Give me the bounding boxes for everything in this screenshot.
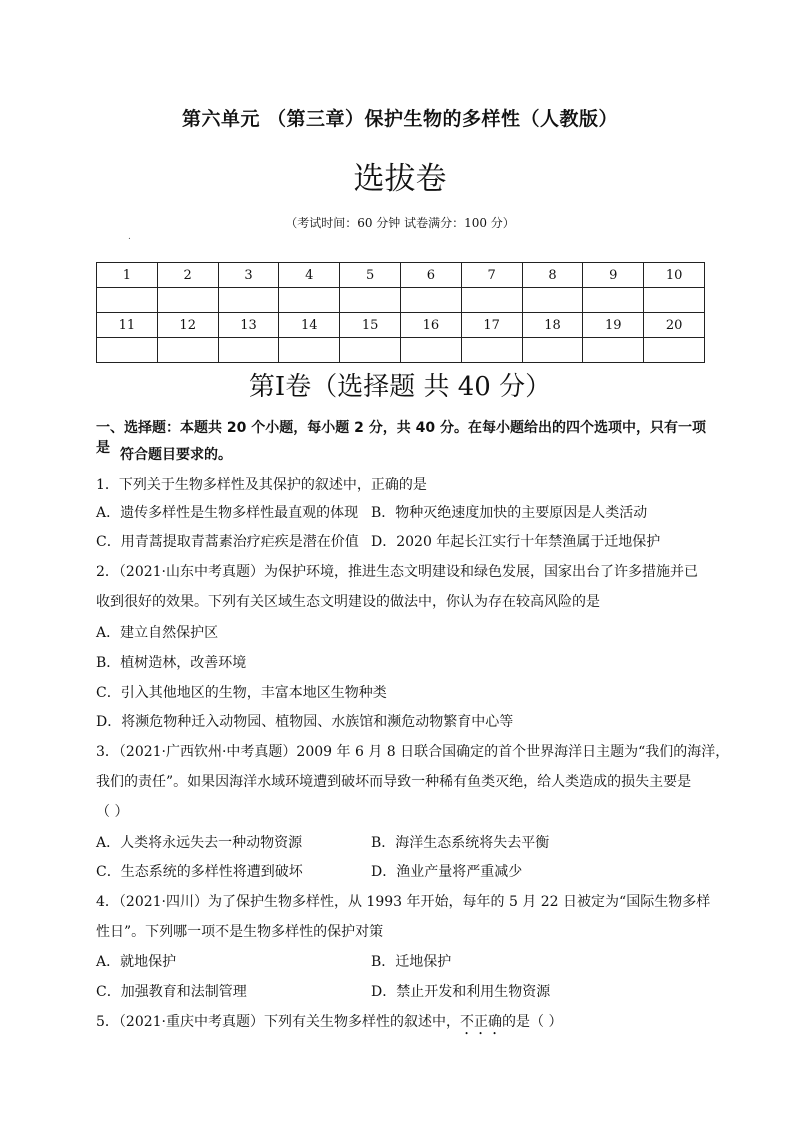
answer-cell[interactable] (218, 338, 279, 363)
answer-cell[interactable] (157, 288, 218, 313)
answer-cell[interactable] (583, 338, 644, 363)
question-1-option-c: C．用青蒿提取青蒿素治疗疟疾是潜在价值 (96, 534, 359, 550)
exam-info: （考试时间：60 分钟 试卷满分：100 分） (285, 216, 515, 230)
question-1-option-a: A．遗传多样性是生物多样性最直观的体现 (96, 505, 359, 521)
question-3-stem: 3．（2021·广西钦州·中考真题）2009 年 6 月 8 日联合国确定的首个世界海洋日主题为“我们的海洋， (96, 744, 730, 760)
question-3-option-b: B．海洋生态系统将失去平衡 (371, 835, 550, 851)
answer-table-blank-row (97, 288, 705, 313)
question-number-cell: 10 (644, 263, 705, 288)
question-3-option-a: A．人类将永远失去一种动物资源 (96, 835, 303, 851)
question-number-cell: 6 (400, 263, 461, 288)
question-2-option-d: D．将濒危物种迁入动物园、植物园、水族馆和濒危动物繁育中心等 (96, 714, 514, 730)
answer-table-blank-row (97, 338, 705, 363)
question-number-cell: 5 (340, 263, 401, 288)
question-2-option-b: B．植树造林，改善环境 (96, 655, 247, 671)
question-number-cell: 1 (97, 263, 158, 288)
question-1-option-b: B．物种灭绝速度加快的主要原因是人类活动 (371, 505, 648, 521)
question-5-stem (96, 1011, 562, 1038)
section-instruction: 一、选择题：本题共 20 个小题，每小题 2 分，共 40 分。在每小题给出的四个选项中，只有一项是 (96, 420, 706, 456)
answer-cell[interactable] (400, 288, 461, 313)
answer-cell[interactable] (340, 288, 401, 313)
question-number-cell: 11 (97, 313, 158, 338)
question-number-cell: 17 (461, 313, 522, 338)
answer-cell[interactable] (400, 338, 461, 363)
answer-table-header-row (97, 263, 705, 288)
question-3-stem-blank: （ ） (96, 804, 129, 820)
section-title: 第Ⅰ卷（选择题 共 40 分） (248, 372, 552, 402)
question-2-option-a: A．建立自然保护区 (96, 625, 219, 641)
paper-title: 第六单元 （第三章）保护生物的多样性（人教版） (181, 108, 619, 130)
question-4-stem-cont: 性日”。下列哪一项不是生物多样性的保护对策 (96, 924, 384, 940)
question-number-cell: 9 (583, 263, 644, 288)
question-number-cell: 8 (522, 263, 583, 288)
answer-table (96, 262, 705, 363)
question-5-stem-prefix: 5．（2021·重庆中考真题）下列有关生物多样性的叙述中， (96, 1014, 460, 1030)
answer-cell[interactable] (340, 338, 401, 363)
answer-cell[interactable] (644, 288, 705, 313)
question-3-option-d: D．渔业产量将严重减少 (371, 864, 523, 880)
question-number-cell: 15 (340, 313, 401, 338)
question-number-cell: 12 (157, 313, 218, 338)
answer-cell[interactable] (644, 338, 705, 363)
question-4-option-c: C．加强教育和法制管理 (96, 984, 247, 1000)
question-number-cell: 20 (644, 313, 705, 338)
answer-cell[interactable] (279, 338, 340, 363)
question-1-option-d: D．2020 年起长江实行十年禁渔属于迁地保护 (371, 534, 661, 550)
question-number-cell: 4 (279, 263, 340, 288)
question-2-stem: 2．（2021·山东中考真题）为保护环境，推进生态文明建设和绿色发展，国家出台了许多措施并已 (96, 564, 698, 580)
question-3-stem-cont: 我们的责任”。如果因海洋水域环境遭到破坏而导致一种稀有鱼类灭绝，给人类造成的损失主要是 (96, 774, 692, 790)
answer-cell[interactable] (218, 288, 279, 313)
answer-table-header-row (97, 313, 705, 338)
question-5-stem-suffix: 的是（ ） (502, 1014, 563, 1030)
answer-cell[interactable] (461, 288, 522, 313)
question-1-stem: 1．下列关于生物多样性及其保护的叙述中，正确的是 (96, 477, 427, 493)
question-number-cell: 13 (218, 313, 279, 338)
stray-mark: . (128, 232, 131, 242)
answer-cell[interactable] (583, 288, 644, 313)
question-number-cell: 16 (400, 313, 461, 338)
question-number-cell: 2 (157, 263, 218, 288)
question-2-stem-cont: 收到很好的效果。下列有关区域生态文明建设的做法中，你认为存在较高风险的是 (96, 594, 600, 610)
question-number-cell: 14 (279, 313, 340, 338)
question-number-cell: 19 (583, 313, 644, 338)
answer-cell[interactable] (522, 288, 583, 313)
paper-subtitle: 选拔卷 (353, 161, 447, 197)
question-5-emphasis: 不正确 (460, 1014, 502, 1030)
question-number-cell: 18 (522, 313, 583, 338)
answer-cell[interactable] (522, 338, 583, 363)
answer-cell[interactable] (279, 288, 340, 313)
answer-cell[interactable] (157, 338, 218, 363)
question-number-cell: 3 (218, 263, 279, 288)
question-4-stem: 4．（2021·四川）为了保护生物多样性，从 1993 年开始，每年的 5 月 22 日被定为“国际生物多样 (96, 894, 711, 910)
answer-cell[interactable] (97, 338, 158, 363)
question-number-cell: 7 (461, 263, 522, 288)
question-4-option-b: B．迁地保护 (371, 954, 452, 970)
question-4-option-d: D．禁止开发和利用生物资源 (371, 984, 551, 1000)
question-4-option-a: A．就地保护 (96, 954, 177, 970)
question-3-option-c: C．生态系统的多样性将遭到破坏 (96, 864, 303, 880)
answer-cell[interactable] (461, 338, 522, 363)
question-2-option-c: C．引入其他地区的生物，丰富本地区生物种类 (96, 685, 387, 701)
section-instruction-cont: 符合题目要求的。 (120, 447, 232, 463)
answer-cell[interactable] (97, 288, 158, 313)
